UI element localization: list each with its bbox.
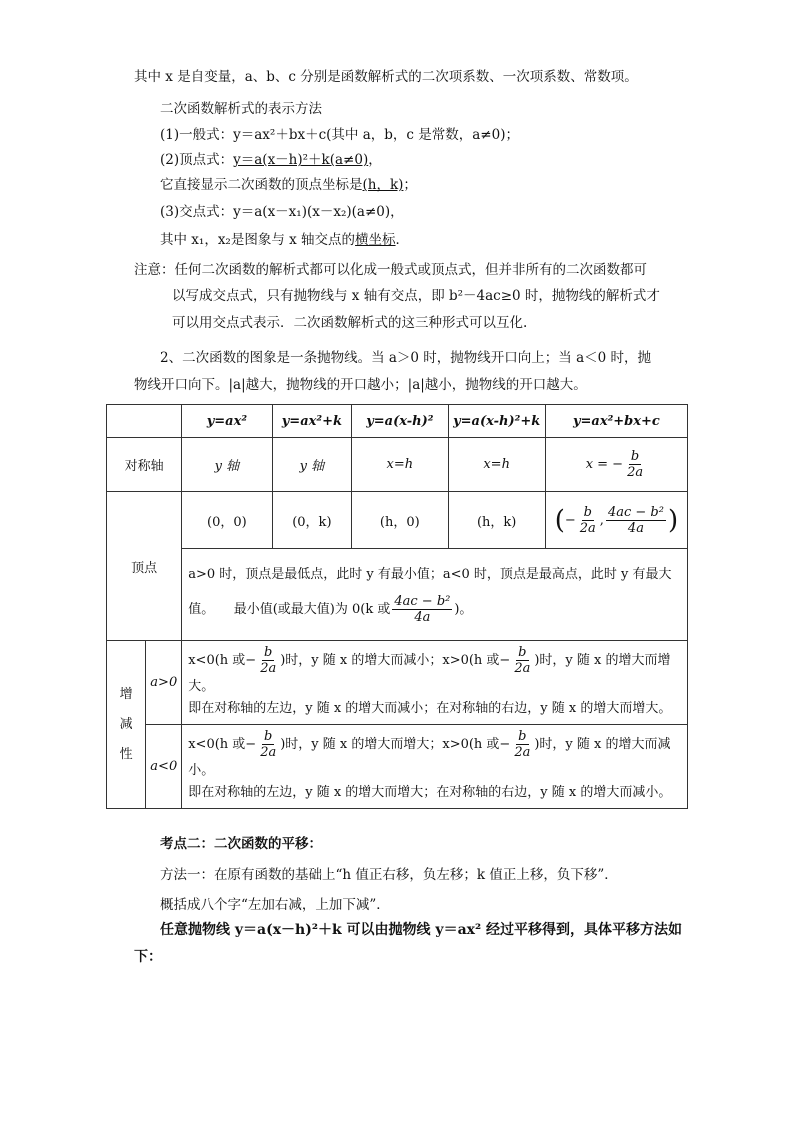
extreme-line-2: 值。 最小值(或最大值)为 0(k 或 $\frac{\text{4ac − b²}}{4a}$ )。	[188, 594, 473, 625]
header-cell: y=ax²+k	[272, 405, 352, 438]
general-form: (1)一般式：y＝ax²＋bx＋c(其中 a，b，c 是常数，a≠0)；	[160, 127, 519, 143]
header-cell: y=ax²	[182, 405, 272, 438]
vertex-y-fraction: $\frac{\text{4ac − b²}}{4a}$	[607, 504, 664, 536]
vertex-label: 顶点	[107, 492, 182, 641]
translation-line-1: 任意抛物线 y＝a(x－h)²＋k 可以由抛物线 y＝ax² 经过平移得到，具体平移方法如	[160, 922, 682, 938]
neg-label: a<0	[146, 725, 182, 809]
vertex-value: (0，k)	[272, 492, 352, 549]
pos-label: a>0	[146, 641, 182, 725]
vertex-value: (h，0)	[352, 492, 448, 549]
vertex-note-prefix: 它直接显示二次函数的顶点坐标是	[160, 177, 363, 193]
monotonic-label: 增 减 性	[107, 641, 146, 809]
axis-row	[107, 438, 688, 492]
roots-note-suffix: ．	[395, 232, 410, 248]
neg-cell	[182, 725, 688, 809]
table-header-row	[107, 405, 688, 438]
pos-cell	[182, 641, 688, 725]
point2-line-2: 物线开口向下。|a|越大，抛物线的开口越小；|a|越小，抛物线的开口越大。	[134, 377, 587, 393]
header-cell: y=ax²+bx+c	[545, 405, 687, 438]
vertex-form	[160, 151, 382, 169]
header-cell: y=a(x-h)²	[352, 405, 448, 438]
monotonic-neg-row	[107, 725, 688, 809]
neg-line-1: x<0(h 或− $\frac{b}{2a}$ )时，y 随 x 的增大而增大；x>0(h 或− $\frac{b}{2a}$ )时，y 随 x 的增大而减小。	[188, 729, 671, 778]
vertex-form-prefix: (2)顶点式：	[160, 152, 234, 168]
vertex-note-suffix: ；	[403, 177, 417, 193]
vertex-value: (h，k)	[448, 492, 545, 549]
axis-value: y 轴	[272, 438, 352, 492]
axis-value-general	[545, 438, 687, 492]
extreme-row	[107, 549, 688, 641]
properties-table	[106, 404, 688, 809]
roots-note-prefix: 其中 x₁，x₂是图象与 x 轴交点的	[160, 232, 356, 248]
axis-label: 对称轴	[107, 438, 182, 492]
note-line-2: 以写成交点式，只有抛物线与 x 轴有交点，即 b²－4ac≥0 时，抛物线的解析式才	[172, 288, 660, 304]
vertex-note-coord: (h，k)	[362, 177, 404, 193]
axis-general-prefix: x = −	[585, 457, 624, 472]
section2-title: 考点二：二次函数的平移：	[160, 836, 322, 852]
note-line-3: 可以用交点式表示．二次函数解析式的这三种形式可以互化.	[172, 315, 528, 331]
axis-general-fraction: $\frac{b}{2a}$	[627, 449, 644, 480]
vertex-form-suffix: ，	[368, 152, 382, 168]
note-line-1: 注意：任何二次函数的解析式都可以化成一般式或顶点式，但并非所有的二次函数都可	[134, 262, 647, 278]
vertex-row	[107, 492, 688, 549]
method1-line: 方法一：在原有函数的基础上“h 值正右移，负左移；k 值正上移，负下移”．	[160, 867, 618, 883]
vertex-form-formula: y＝a(x－h)²＋k(a≠0)	[233, 152, 369, 168]
vertex-x-fraction: $\frac{b}{2a}$	[579, 504, 596, 536]
representation-heading: 二次函数解析式的表示方法	[160, 101, 322, 117]
translation-line-2: 下：	[134, 949, 162, 965]
extreme-line-1: a>0 时，顶点是最低点，此时 y 有最小值；a<0 时，顶点是最高点，此时 y 有最大	[188, 567, 672, 582]
neg-line-2: 即在对称轴的左边，y 随 x 的增大而增大；在对称轴的右边，y 随 x 的增大而减小。	[188, 785, 672, 800]
vertex-value-general: (− $\frac{b}{2a}$ , $\frac{\text{4ac − b²}}{4a}$ )	[545, 492, 687, 549]
roots-note	[160, 231, 409, 249]
summary-line: 概括成八个字“左加右减，上加下减”．	[160, 897, 390, 913]
intro-line-1: 其中 x 是自变量，a、b、c 分别是函数解析式的二次项系数、一次项系数、常数项。	[134, 69, 638, 85]
pos-line-1: x<0(h 或− $\frac{b}{2a}$ )时，y 随 x 的增大而减小；x>0(h 或− $\frac{b}{2a}$ )时，y 随 x 的增大而增大。	[188, 645, 671, 694]
point2-line-1: 2、二次函数的图象是一条抛物线。当 a＞0 时，抛物线开口向上；当 a＜0 时，抛	[160, 350, 652, 366]
monotonic-pos-row	[107, 641, 688, 725]
extreme-fraction: $\frac{\text{4ac − b²}}{4a}$	[394, 594, 451, 625]
extreme-cell	[182, 549, 688, 641]
roots-note-link: 横坐标	[355, 232, 396, 248]
axis-value: x=h	[448, 438, 545, 492]
axis-value: y 轴	[182, 438, 272, 492]
pos-line-2: 即在对称轴的左边，y 随 x 的增大而减小；在对称轴的右边，y 随 x 的增大而增大。	[188, 701, 672, 716]
table-corner	[107, 405, 182, 438]
header-cell: y=a(x-h)²+k	[448, 405, 545, 438]
intercept-form: (3)交点式：y＝a(x－x₁)(x－x₂)(a≠0)，	[160, 204, 404, 220]
vertex-value: (0，0)	[182, 492, 272, 549]
axis-value: x=h	[352, 438, 448, 492]
vertex-note	[160, 176, 417, 194]
